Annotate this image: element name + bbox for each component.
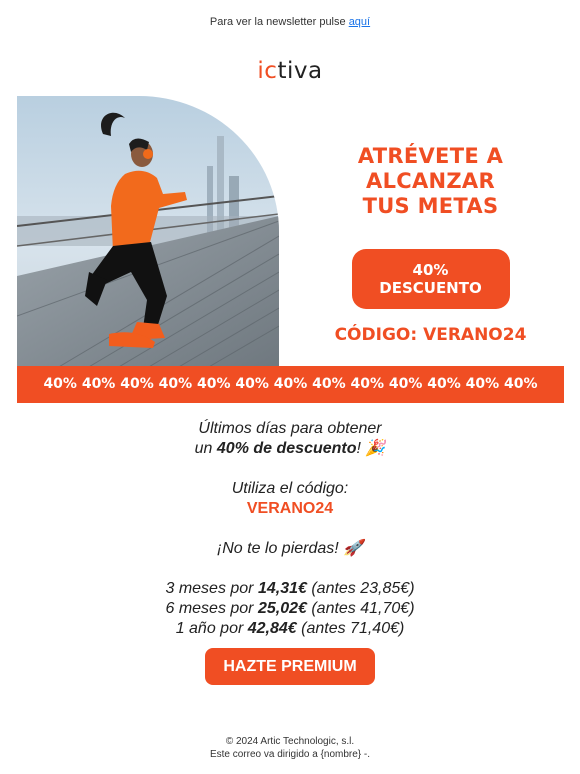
preheader	[0, 16, 580, 28]
price-old: (antes 71,40€)	[296, 620, 405, 637]
headline-line-3: TUS METAS	[362, 194, 499, 218]
headline-line-2: ALCANZAR	[366, 169, 495, 193]
footer-copyright: © 2024 Artic Technologic, s.l.	[225, 736, 355, 747]
price-value: 14,31€	[257, 580, 307, 597]
hero-headline	[297, 144, 564, 219]
price-term: 1 año por	[175, 620, 248, 637]
body-line-2-post: ! 🎉	[356, 440, 386, 457]
price-value: 25,02€	[257, 600, 307, 617]
logo-part-ic: ic	[257, 58, 278, 84]
body-line-1: Últimos días para obtener	[198, 420, 382, 437]
price-old: (antes 23,85€)	[306, 580, 415, 597]
discount-ribbon: 40% 40% 40% 40% 40% 40% 40% 40% 40% 40% 40% 40% 40%	[17, 366, 564, 403]
price-row	[0, 619, 580, 639]
price-term: 3 meses por	[165, 580, 258, 597]
price-row	[0, 579, 580, 599]
body-line-2-pre: un	[194, 440, 217, 457]
ictiva-logo[interactable]	[0, 58, 580, 84]
view-online-link[interactable]: aquí	[348, 16, 371, 28]
footer	[0, 735, 580, 761]
price-old: (antes 41,70€)	[306, 600, 415, 617]
body-copy	[0, 419, 580, 639]
footer-recipient: Este correo va dirigido a {nombre} -.	[209, 749, 371, 760]
preheader-text: Para ver la newsletter pulse	[209, 16, 346, 28]
hero-photo	[17, 96, 279, 368]
promo-code-value: VERANO24	[246, 500, 334, 517]
no-miss-line: ¡No te lo pierdas! 🚀	[216, 540, 364, 557]
body-line-2	[0, 439, 580, 459]
hero-section	[17, 96, 564, 368]
headline-line-1: ATRÉVETE A	[357, 144, 504, 168]
price-row	[0, 599, 580, 619]
code-label: Utiliza el código:	[231, 480, 349, 497]
price-term: 6 meses por	[165, 600, 258, 617]
hazte-premium-button[interactable]: HAZTE PREMIUM	[205, 648, 375, 685]
hero-copy	[297, 96, 564, 368]
price-value: 42,84€	[247, 620, 297, 637]
discount-emphasis: 40% de descuento	[216, 440, 357, 457]
logo-part-tiva: tiva	[277, 58, 323, 84]
promo-code-heading: CÓDIGO: VERANO24	[334, 325, 527, 345]
discount-badge[interactable]: 40% DESCUENTO	[352, 249, 510, 309]
